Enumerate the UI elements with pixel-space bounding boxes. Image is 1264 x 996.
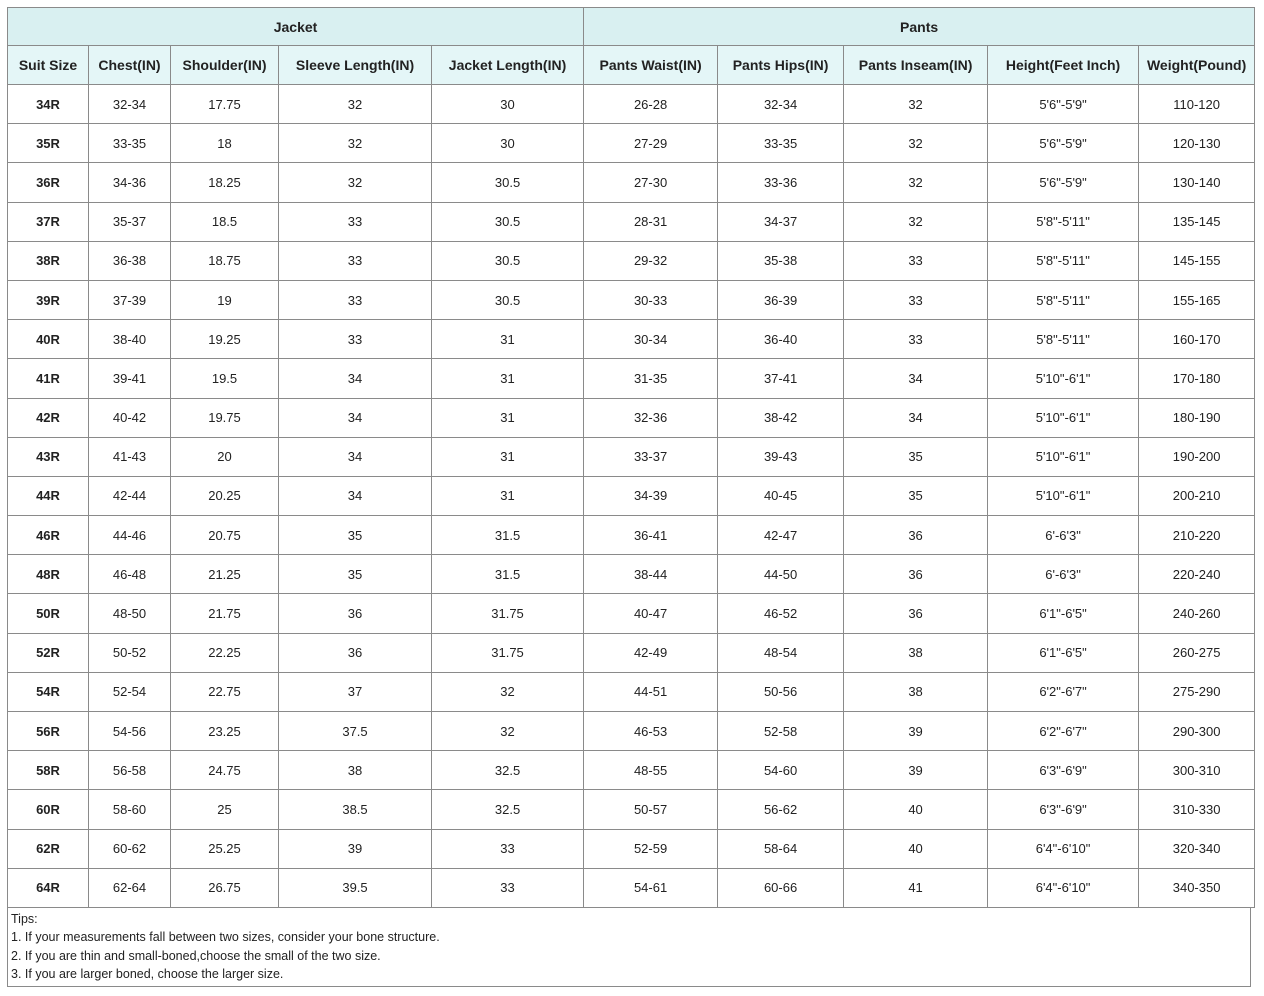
table-cell: 38	[279, 751, 432, 790]
tip-3: 3. If you are larger boned, choose the larger size.	[11, 967, 284, 982]
table-cell: 32	[432, 712, 584, 751]
table-cell: 31-35	[584, 359, 718, 398]
table-cell: 37-41	[718, 359, 844, 398]
table-cell: 33-37	[584, 437, 718, 476]
suit-size-cell: 37R	[8, 202, 89, 241]
table-cell: 180-190	[1139, 398, 1255, 437]
table-cell: 48-55	[584, 751, 718, 790]
table-cell: 6'-6'3"	[988, 555, 1139, 594]
table-cell: 23.25	[171, 712, 279, 751]
tip-2: 2. If you are thin and small-boned,choose the small of the two size.	[11, 948, 381, 963]
table-cell: 18.5	[171, 202, 279, 241]
table-cell: 17.75	[171, 85, 279, 124]
table-cell: 31.75	[432, 594, 584, 633]
table-cell: 30.5	[432, 241, 584, 280]
table-cell: 20.75	[171, 516, 279, 555]
column-header: Sleeve Length(IN)	[279, 46, 432, 85]
table-cell: 48-54	[718, 633, 844, 672]
table-cell: 31	[432, 398, 584, 437]
table-cell: 31.5	[432, 555, 584, 594]
table-cell: 30.5	[432, 280, 584, 319]
table-cell: 33	[279, 320, 432, 359]
table-row	[8, 672, 1255, 711]
table-cell: 35	[279, 516, 432, 555]
table-cell: 34	[844, 398, 988, 437]
table-cell: 290-300	[1139, 712, 1255, 751]
table-cell: 38-42	[718, 398, 844, 437]
table-cell: 6'1"-6'5"	[988, 594, 1139, 633]
table-cell: 44-51	[584, 672, 718, 711]
table-cell: 39-43	[718, 437, 844, 476]
pants-group-header: Pants	[584, 8, 1255, 46]
suit-size-cell: 42R	[8, 398, 89, 437]
table-cell: 25	[171, 790, 279, 829]
table-cell: 31.5	[432, 516, 584, 555]
table-cell: 40-42	[89, 398, 171, 437]
table-cell: 32	[844, 202, 988, 241]
table-cell: 6'-6'3"	[988, 516, 1139, 555]
table-cell: 38-44	[584, 555, 718, 594]
table-cell: 32	[844, 85, 988, 124]
table-cell: 37	[279, 672, 432, 711]
table-cell: 38.5	[279, 790, 432, 829]
table-cell: 30	[432, 124, 584, 163]
table-cell: 50-52	[89, 633, 171, 672]
table-cell: 5'8"-5'11"	[988, 202, 1139, 241]
table-row	[8, 594, 1255, 633]
table-cell: 32.5	[432, 790, 584, 829]
table-cell: 32	[279, 124, 432, 163]
table-cell: 33	[279, 241, 432, 280]
size-table-body	[8, 85, 1255, 908]
table-cell: 6'3"-6'9"	[988, 751, 1139, 790]
suit-size-cell: 43R	[8, 437, 89, 476]
table-cell: 34-37	[718, 202, 844, 241]
column-header: Chest(IN)	[89, 46, 171, 85]
table-cell: 52-59	[584, 829, 718, 868]
table-cell: 22.75	[171, 672, 279, 711]
table-cell: 110-120	[1139, 85, 1255, 124]
table-row	[8, 829, 1255, 868]
table-cell: 120-130	[1139, 124, 1255, 163]
table-cell: 32	[432, 672, 584, 711]
table-cell: 34	[844, 359, 988, 398]
table-cell: 6'3"-6'9"	[988, 790, 1139, 829]
table-cell: 5'6"-5'9"	[988, 85, 1139, 124]
table-cell: 33	[432, 829, 584, 868]
table-cell: 39-41	[89, 359, 171, 398]
table-cell: 39	[844, 751, 988, 790]
table-row	[8, 124, 1255, 163]
suit-size-cell: 34R	[8, 85, 89, 124]
table-row	[8, 280, 1255, 319]
table-cell: 40-45	[718, 476, 844, 515]
column-header: Shoulder(IN)	[171, 46, 279, 85]
table-cell: 25.25	[171, 829, 279, 868]
table-cell: 46-48	[89, 555, 171, 594]
table-row	[8, 790, 1255, 829]
table-cell: 36-41	[584, 516, 718, 555]
table-cell: 5'8"-5'11"	[988, 320, 1139, 359]
table-cell: 36-39	[718, 280, 844, 319]
table-cell: 26.75	[171, 868, 279, 907]
table-cell: 32-34	[718, 85, 844, 124]
suit-size-cell: 46R	[8, 516, 89, 555]
column-header: Jacket Length(IN)	[432, 46, 584, 85]
suit-size-cell: 35R	[8, 124, 89, 163]
table-row	[8, 712, 1255, 751]
table-row	[8, 359, 1255, 398]
table-cell: 42-49	[584, 633, 718, 672]
column-header: Weight(Pound)	[1139, 46, 1255, 85]
table-row	[8, 241, 1255, 280]
suit-size-cell: 62R	[8, 829, 89, 868]
table-cell: 35	[844, 476, 988, 515]
table-row	[8, 437, 1255, 476]
table-cell: 19.5	[171, 359, 279, 398]
table-cell: 36	[844, 516, 988, 555]
table-cell: 36-38	[89, 241, 171, 280]
table-cell: 52-54	[89, 672, 171, 711]
table-row	[8, 516, 1255, 555]
tips-box	[7, 908, 1251, 987]
table-cell: 33	[844, 280, 988, 319]
table-cell: 48-50	[89, 594, 171, 633]
table-row	[8, 85, 1255, 124]
table-cell: 34	[279, 398, 432, 437]
table-cell: 32	[279, 163, 432, 202]
table-cell: 160-170	[1139, 320, 1255, 359]
table-cell: 38	[844, 633, 988, 672]
table-cell: 36	[279, 594, 432, 633]
column-header: Pants Inseam(IN)	[844, 46, 988, 85]
table-cell: 35	[279, 555, 432, 594]
table-cell: 19.75	[171, 398, 279, 437]
table-cell: 52-58	[718, 712, 844, 751]
table-cell: 135-145	[1139, 202, 1255, 241]
table-cell: 33	[844, 241, 988, 280]
table-cell: 220-240	[1139, 555, 1255, 594]
table-cell: 6'1"-6'5"	[988, 633, 1139, 672]
table-cell: 42-47	[718, 516, 844, 555]
table-cell: 155-165	[1139, 280, 1255, 319]
suit-size-cell: 54R	[8, 672, 89, 711]
table-cell: 42-44	[89, 476, 171, 515]
table-row	[8, 398, 1255, 437]
table-cell: 6'4"-6'10"	[988, 868, 1139, 907]
table-cell: 5'8"-5'11"	[988, 241, 1139, 280]
table-cell: 5'10"-6'1"	[988, 437, 1139, 476]
table-cell: 29-32	[584, 241, 718, 280]
table-cell: 54-56	[89, 712, 171, 751]
table-cell: 37.5	[279, 712, 432, 751]
table-cell: 31	[432, 320, 584, 359]
table-row	[8, 555, 1255, 594]
column-header: Pants Waist(IN)	[584, 46, 718, 85]
table-cell: 27-30	[584, 163, 718, 202]
table-cell: 54-60	[718, 751, 844, 790]
table-cell: 35	[844, 437, 988, 476]
table-row	[8, 633, 1255, 672]
table-cell: 260-275	[1139, 633, 1255, 672]
table-cell: 32	[844, 124, 988, 163]
table-cell: 46-53	[584, 712, 718, 751]
table-cell: 320-340	[1139, 829, 1255, 868]
table-cell: 60-62	[89, 829, 171, 868]
table-cell: 38	[844, 672, 988, 711]
table-cell: 40-47	[584, 594, 718, 633]
table-row	[8, 751, 1255, 790]
table-cell: 340-350	[1139, 868, 1255, 907]
table-cell: 18.25	[171, 163, 279, 202]
table-cell: 310-330	[1139, 790, 1255, 829]
table-cell: 36	[279, 633, 432, 672]
table-cell: 39	[279, 829, 432, 868]
table-cell: 31	[432, 359, 584, 398]
table-cell: 20	[171, 437, 279, 476]
table-cell: 33	[279, 202, 432, 241]
table-cell: 30	[432, 85, 584, 124]
table-cell: 200-210	[1139, 476, 1255, 515]
table-cell: 145-155	[1139, 241, 1255, 280]
table-cell: 30-34	[584, 320, 718, 359]
table-cell: 34	[279, 437, 432, 476]
table-cell: 18.75	[171, 241, 279, 280]
table-cell: 28-31	[584, 202, 718, 241]
table-cell: 46-52	[718, 594, 844, 633]
table-cell: 35-38	[718, 241, 844, 280]
table-cell: 21.25	[171, 555, 279, 594]
suit-size-cell: 40R	[8, 320, 89, 359]
table-cell: 32	[844, 163, 988, 202]
table-cell: 38-40	[89, 320, 171, 359]
suit-size-cell: 64R	[8, 868, 89, 907]
table-cell: 62-64	[89, 868, 171, 907]
table-cell: 240-260	[1139, 594, 1255, 633]
table-cell: 34	[279, 359, 432, 398]
table-cell: 39.5	[279, 868, 432, 907]
table-cell: 275-290	[1139, 672, 1255, 711]
table-row	[8, 202, 1255, 241]
table-cell: 22.25	[171, 633, 279, 672]
tips-title: Tips:	[11, 911, 38, 926]
table-cell: 18	[171, 124, 279, 163]
table-cell: 26-28	[584, 85, 718, 124]
table-cell: 19.25	[171, 320, 279, 359]
table-cell: 33-36	[718, 163, 844, 202]
table-cell: 6'2"-6'7"	[988, 672, 1139, 711]
table-cell: 40	[844, 829, 988, 868]
table-cell: 50-56	[718, 672, 844, 711]
table-cell: 56-58	[89, 751, 171, 790]
table-cell: 36-40	[718, 320, 844, 359]
table-cell: 60-66	[718, 868, 844, 907]
table-cell: 41-43	[89, 437, 171, 476]
table-cell: 56-62	[718, 790, 844, 829]
table-cell: 5'8"-5'11"	[988, 280, 1139, 319]
table-cell: 19	[171, 280, 279, 319]
table-cell: 50-57	[584, 790, 718, 829]
table-cell: 31	[432, 437, 584, 476]
suit-size-cell: 52R	[8, 633, 89, 672]
table-cell: 34	[279, 476, 432, 515]
table-cell: 33-35	[89, 124, 171, 163]
suit-size-cell: 56R	[8, 712, 89, 751]
size-table	[7, 7, 1255, 908]
table-cell: 34-39	[584, 476, 718, 515]
table-cell: 30.5	[432, 163, 584, 202]
table-cell: 30-33	[584, 280, 718, 319]
column-header: Pants Hips(IN)	[718, 46, 844, 85]
table-cell: 170-180	[1139, 359, 1255, 398]
table-cell: 44-50	[718, 555, 844, 594]
suit-size-cell: 60R	[8, 790, 89, 829]
table-row	[8, 868, 1255, 907]
table-cell: 30.5	[432, 202, 584, 241]
column-header: Height(Feet Inch)	[988, 46, 1139, 85]
tip-1: 1. If your measurements fall between two sizes, consider your bone structure.	[11, 930, 440, 945]
table-cell: 27-29	[584, 124, 718, 163]
table-row	[8, 320, 1255, 359]
table-cell: 54-61	[584, 868, 718, 907]
table-cell: 6'2"-6'7"	[988, 712, 1139, 751]
table-cell: 32-34	[89, 85, 171, 124]
table-cell: 35-37	[89, 202, 171, 241]
table-cell: 33	[432, 868, 584, 907]
table-cell: 31.75	[432, 633, 584, 672]
table-cell: 33	[279, 280, 432, 319]
table-cell: 5'10"-6'1"	[988, 359, 1139, 398]
table-cell: 33-35	[718, 124, 844, 163]
table-cell: 41	[844, 868, 988, 907]
size-chart	[7, 7, 1254, 987]
table-cell: 130-140	[1139, 163, 1255, 202]
table-cell: 58-60	[89, 790, 171, 829]
table-cell: 32-36	[584, 398, 718, 437]
table-cell: 37-39	[89, 280, 171, 319]
column-header-row	[8, 46, 1255, 85]
suit-size-cell: 44R	[8, 476, 89, 515]
table-cell: 39	[844, 712, 988, 751]
table-cell: 5'6"-5'9"	[988, 163, 1139, 202]
suit-size-cell: 58R	[8, 751, 89, 790]
table-cell: 44-46	[89, 516, 171, 555]
suit-size-cell: 48R	[8, 555, 89, 594]
table-cell: 5'10"-6'1"	[988, 476, 1139, 515]
table-cell: 5'10"-6'1"	[988, 398, 1139, 437]
table-cell: 32.5	[432, 751, 584, 790]
table-cell: 20.25	[171, 476, 279, 515]
table-cell: 21.75	[171, 594, 279, 633]
table-cell: 6'4"-6'10"	[988, 829, 1139, 868]
table-cell: 300-310	[1139, 751, 1255, 790]
suit-size-cell: 36R	[8, 163, 89, 202]
table-cell: 34-36	[89, 163, 171, 202]
table-cell: 36	[844, 594, 988, 633]
jacket-group-header: Jacket	[8, 8, 584, 46]
table-cell: 31	[432, 476, 584, 515]
table-cell: 5'6"-5'9"	[988, 124, 1139, 163]
table-cell: 210-220	[1139, 516, 1255, 555]
table-cell: 58-64	[718, 829, 844, 868]
table-cell: 32	[279, 85, 432, 124]
table-row	[8, 163, 1255, 202]
suit-size-cell: 38R	[8, 241, 89, 280]
suit-size-cell: 39R	[8, 280, 89, 319]
group-header-row	[8, 8, 1255, 46]
table-cell: 190-200	[1139, 437, 1255, 476]
suit-size-cell: 41R	[8, 359, 89, 398]
suit-size-cell: 50R	[8, 594, 89, 633]
table-cell: 24.75	[171, 751, 279, 790]
table-cell: 33	[844, 320, 988, 359]
table-cell: 36	[844, 555, 988, 594]
table-row	[8, 476, 1255, 515]
table-cell: 40	[844, 790, 988, 829]
column-header: Suit Size	[8, 46, 89, 85]
